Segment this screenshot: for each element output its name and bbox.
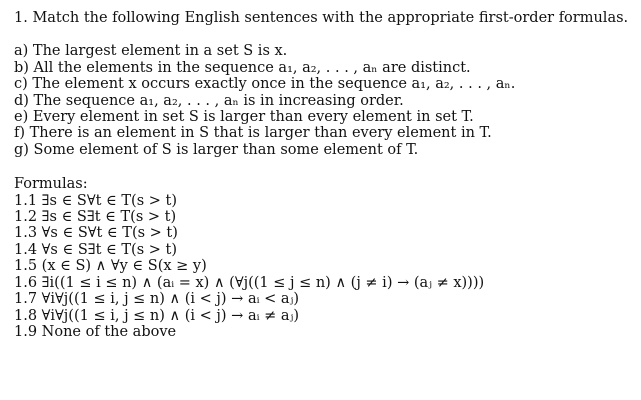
sentence-b: b) All the elements in the sequence a₁, a₂, . . . , aₙ are distinct. [14, 59, 471, 76]
sentence-a: a) The largest element in a set S is x. [14, 43, 288, 60]
formula-1-6: 1.6 ∃i((1 ≤ i ≤ n) ∧ (aᵢ = x) ∧ (∀j((1 ≤ j ≤ n) ∧ (j ≠ i) → (aⱼ ≠ x)))) [14, 274, 485, 291]
formula-1-1: 1.1 ∃s ∈ S∀t ∈ T(s > t) [14, 192, 178, 209]
formula-1-5: 1.5 (x ∈ S) ∧ ∀y ∈ S(x ≥ y) [14, 258, 207, 275]
formula-1-2: 1.2 ∃s ∈ S∃t ∈ T(s > t) [14, 209, 177, 226]
formula-1-4: 1.4 ∀s ∈ S∃t ∈ T(s > t) [14, 241, 178, 258]
sentence-g: g) Some element of S is larger than some element of T. [14, 141, 419, 158]
formulas-heading: Formulas: [14, 176, 88, 193]
problem-document [14, 10, 634, 340]
sentence-c: c) The element x occurs exactly once in the sequence a₁, a₂, . . . , aₙ. [14, 76, 516, 93]
sentence-d: d) The sequence a₁, a₂, . . . , aₙ is in increasing order. [14, 92, 404, 109]
formula-1-3: 1.3 ∀s ∈ S∀t ∈ T(s > t) [14, 225, 178, 242]
question-heading: 1. Match the following English sentences with the appropriate first-order formulas. [14, 10, 629, 26]
formula-1-8: 1.8 ∀i∀j((1 ≤ i, j ≤ n) ∧ (i < j) → aᵢ ≠ aⱼ) [14, 307, 300, 324]
sentence-e: e) Every element in set S is larger than every element in set T. [14, 109, 474, 126]
sentence-list [14, 43, 634, 158]
sentence-f: f) There is an element in S that is larger than every element in T. [14, 125, 492, 142]
formula-list [14, 193, 634, 341]
formula-1-7: 1.7 ∀i∀j((1 ≤ i, j ≤ n) ∧ (i < j) → aᵢ < aⱼ) [14, 291, 300, 308]
formula-1-9: 1.9 None of the above [14, 323, 177, 340]
